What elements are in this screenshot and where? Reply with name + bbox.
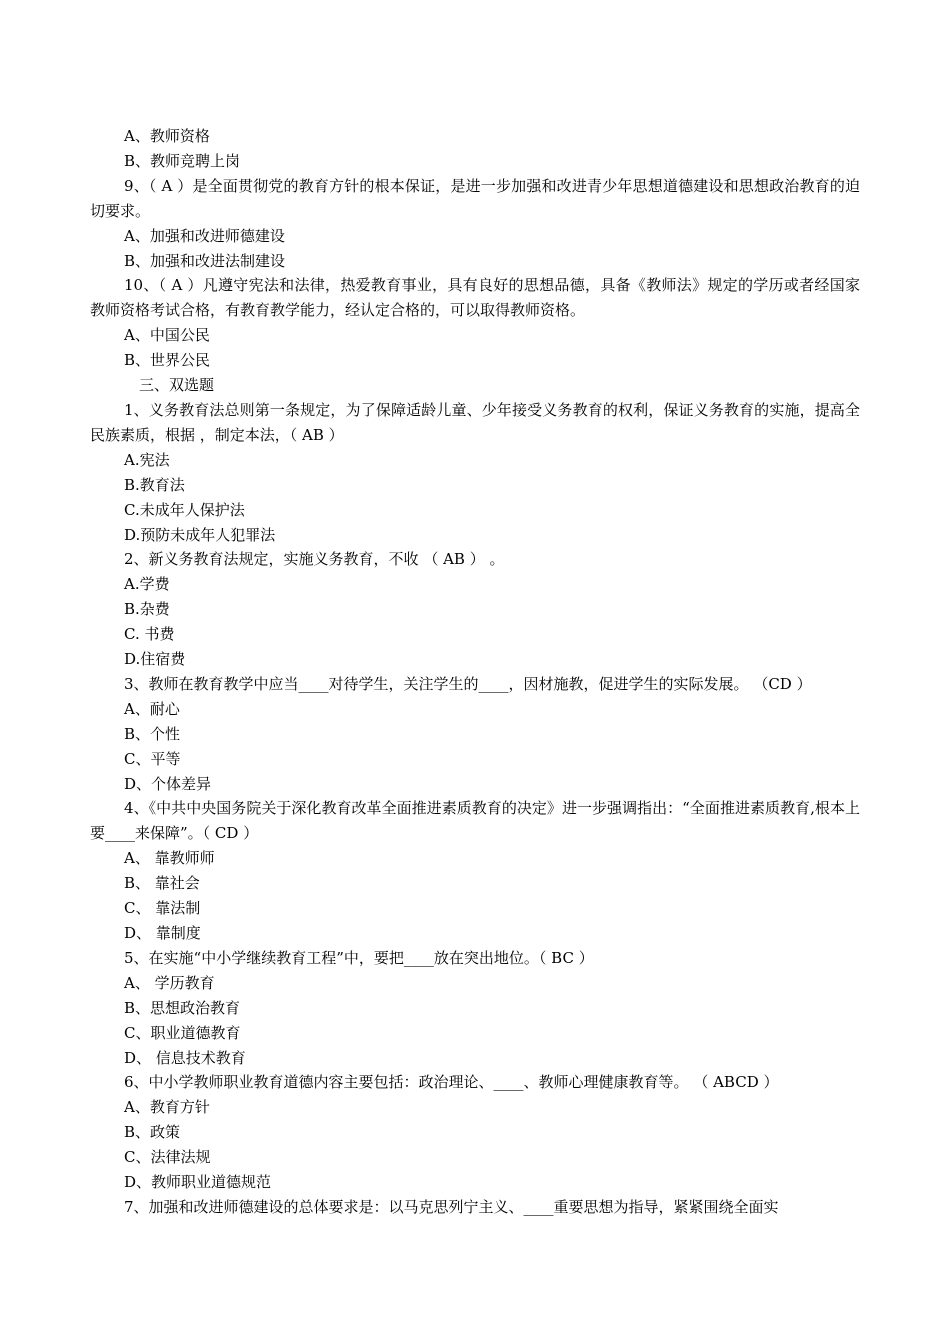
text-line: C、平等 [124,749,181,768]
document-body [90,124,860,1220]
text-line: C.未成年人保护法 [124,500,245,519]
text-line: D、 靠制度 [124,924,201,942]
text-line: B、 靠社会 [124,874,200,893]
question-paragraph: 4、《中共中央国务院关于深化教育改革全面推进素质教育的决定》进一步强调指出：“全面推进素质教育,根本上要____来保障”。（ CD ） [90,799,860,843]
text-line: D.住宿费 [124,650,186,669]
section-heading: 三、双选题 [139,376,215,395]
text-line: A、耐心 [124,699,180,718]
text-line: B、思想政治教育 [124,998,241,1017]
question-paragraph: 1、义务教育法总则第一条规定，为了保障适龄儿童、少年接受义务教育的权利，保证义务教育的实施，提高全民族素质，根据 ，制定本法，（ AB ） [90,400,860,444]
text-line: B、教师竞聘上岗 [124,151,241,170]
text-line: 6、中小学教师职业教育道德内容主要包括：政治理论、____、教师心理健康教育等。 （ ABCD ） [124,1073,779,1092]
text-line: C. 书费 [124,625,175,644]
text-line: B.教育法 [124,475,185,494]
text-line: 5、在实施“中小学继续教育工程”中，要把____放在突出地位。（ BC ） [124,948,594,967]
text-line: B、个性 [124,724,181,743]
text-line: A、加强和改进师德建设 [124,226,285,245]
text-line: A.宪法 [124,450,170,469]
text-line: B、世界公民 [124,351,211,370]
text-line: C、 靠法制 [124,899,201,918]
question-paragraph: 3、教师在教育教学中应当____对待学生，关注学生的____，因材施教，促进学生的实际发展。 （CD ） [124,674,812,693]
text-line: A、教师资格 [124,127,210,145]
text-line: B.杂费 [124,600,170,619]
text-line: A.学费 [124,575,170,594]
text-line: 7、加强和改进师德建设的总体要求是：以马克思列宁主义、____重要思想为指导，紧紧围绕全面实 [124,1197,779,1216]
question-paragraph: 9、（ A ）是全面贯彻党的教育方针的根本保证，是进一步加强和改进青少年思想道德建设和思想政治教育的迫切要求。 [90,176,860,220]
text-line: B、政策 [124,1123,181,1142]
text-line: D、教师职业道德规范 [124,1173,272,1192]
text-line: A、中国公民 [124,326,210,345]
text-line: D.预防未成年人犯罪法 [124,525,276,544]
question-paragraph: 10、（ A ）凡遵守宪法和法律，热爱教育事业，具有良好的思想品德，具备《教师法》规定的学历或者经国家教师资格考试合格，有教育教学能力，经认定合格的，可以取得教师资格。 [90,276,860,320]
text-line: D、 信息技术教育 [124,1048,246,1067]
text-line: B、加强和改进法制建设 [124,251,286,270]
text-line: A、 靠教师师 [124,849,215,868]
text-line: C、职业道德教育 [124,1023,241,1042]
text-line: A、 学历教育 [124,973,215,992]
text-line: D、个体差异 [124,774,212,793]
text-line: C、法律法规 [124,1148,211,1167]
text-line: 2、新义务教育法规定，实施义务教育，不收 （ AB ） 。 [124,550,505,569]
text-line: A、教育方针 [124,1098,210,1117]
